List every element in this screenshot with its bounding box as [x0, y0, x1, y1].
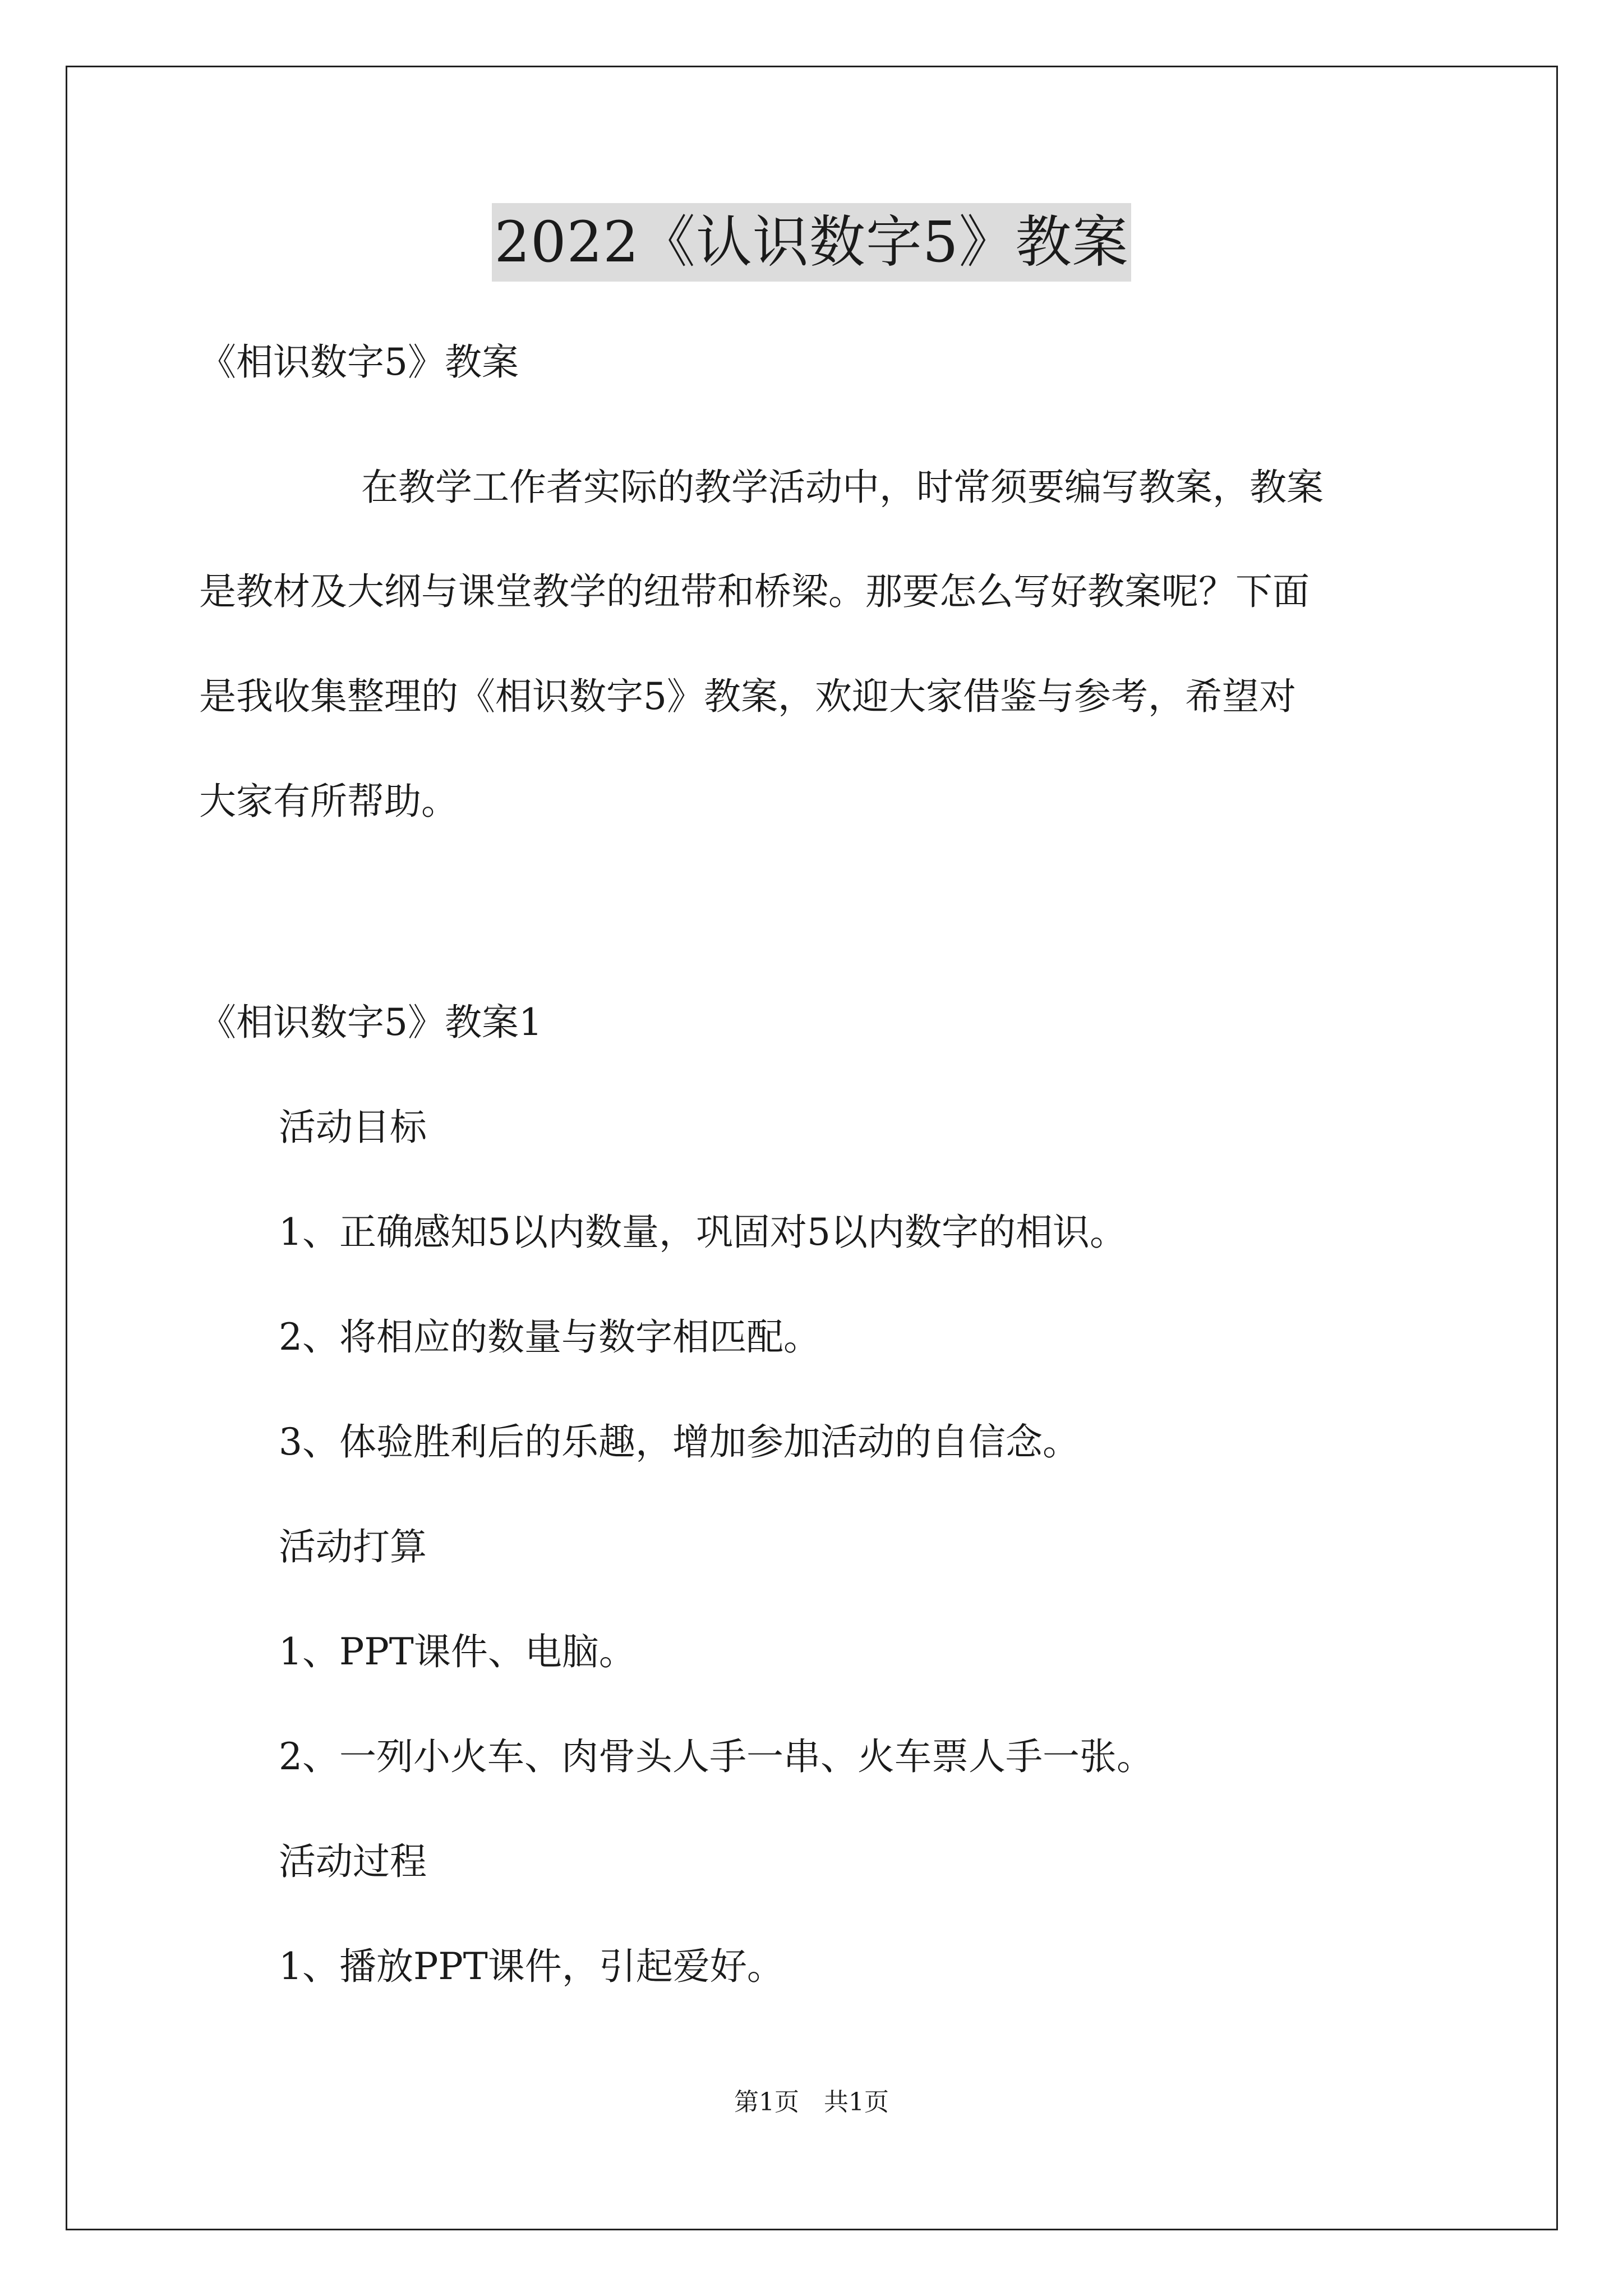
intro-heading: 《相识数字5》教案	[199, 341, 519, 384]
goal-item-2: 2、将相应的数量与数字相匹配。	[279, 1315, 820, 1359]
goals-heading: 活动目标	[279, 1106, 427, 1149]
section1-heading: 《相识数字5》教案1	[199, 1001, 542, 1044]
document-title: 2022《认识数字5》教案	[492, 203, 1131, 282]
goal-item-3: 3、体验胜利后的乐趣，增加参加活动的自信念。	[279, 1420, 1080, 1464]
intro-line-3: 是我收集整理的《相识数字5》教案，欢迎大家借鉴与参考，希望对	[199, 675, 1296, 718]
prep-heading: 活动打算	[279, 1525, 427, 1568]
intro-line-4: 大家有所帮助。	[199, 780, 458, 823]
intro-line-1: 在教学工作者实际的教学活动中，时常须要编写教案，教案	[361, 466, 1324, 509]
intro-line-2: 是教材及大纲与课堂教学的纽带和桥梁。那要怎么写好教案呢？下面	[199, 570, 1310, 613]
title-container	[0, 203, 1623, 282]
process-item-1: 1、播放PPT课件，引起爱好。	[279, 1945, 784, 1988]
goal-item-1: 1、正确感知5以内数量，巩固对5以内数字的相识。	[279, 1211, 1127, 1254]
prep-item-1: 1、PPT课件、电脑。	[279, 1630, 636, 1673]
process-heading: 活动过程	[279, 1840, 427, 1883]
page-footer: 第1页 共1页	[734, 2088, 889, 2116]
prep-item-2: 2、一列小火车、肉骨头人手一串、火车票人手一张。	[279, 1735, 1154, 1778]
